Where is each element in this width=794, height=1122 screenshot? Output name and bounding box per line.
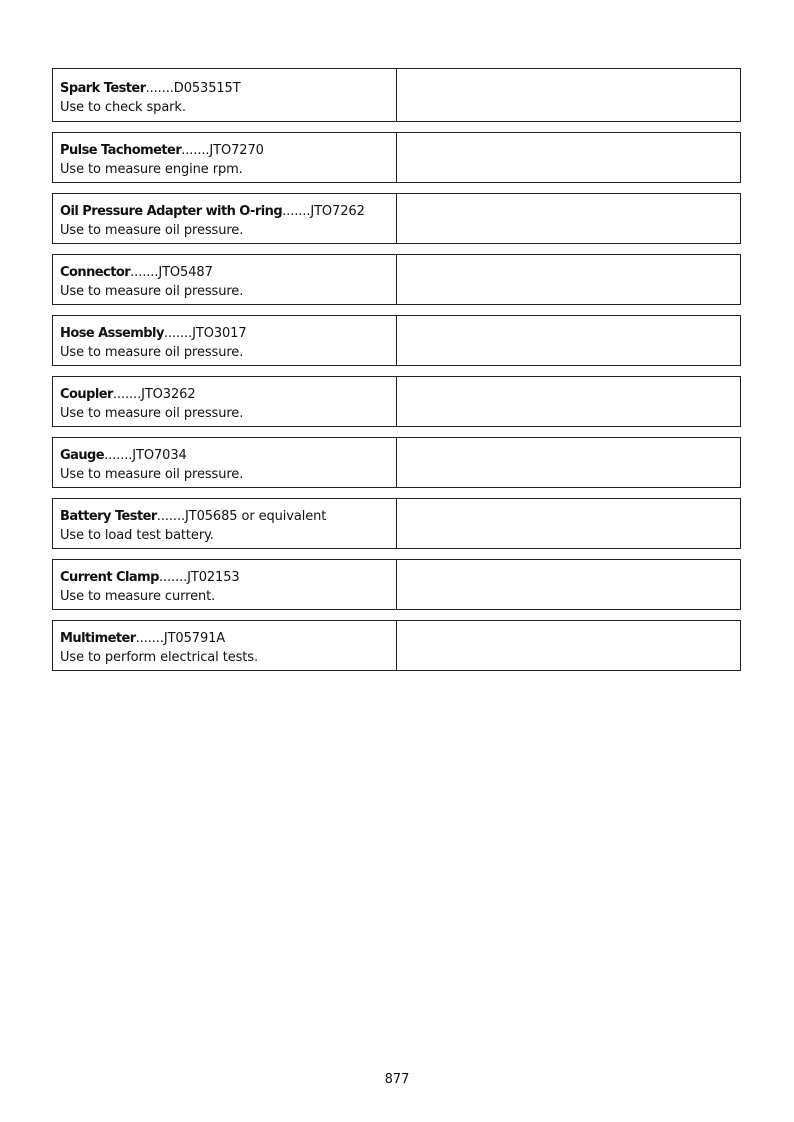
tool-box-oil-pressure-adapter xyxy=(52,193,741,244)
tool-image-cell xyxy=(397,194,740,243)
tool-name: Gauge xyxy=(60,448,105,463)
tool-image-cell xyxy=(397,316,740,365)
tool-text xyxy=(53,69,397,121)
tool-part-number: .......JT05791A xyxy=(135,631,226,646)
tool-description: Use to check spark. xyxy=(60,100,186,115)
tool-image-cell xyxy=(397,560,740,609)
tool-part-number: .......JT05685 or equivalent xyxy=(156,509,327,524)
tool-name: Hose Assembly xyxy=(60,326,164,341)
tool-description: Use to measure oil pressure. xyxy=(60,345,244,360)
tool-part-number: .......JTO3017 xyxy=(163,326,247,341)
tool-box-current-clamp xyxy=(52,559,741,610)
tool-text xyxy=(53,499,397,548)
tool-text xyxy=(53,377,397,426)
tool-box-coupler xyxy=(52,376,741,427)
tool-description: Use to measure oil pressure. xyxy=(60,223,244,238)
tool-list xyxy=(52,68,741,681)
tool-box-connector xyxy=(52,254,741,305)
tool-text xyxy=(53,621,397,670)
tool-part-number: .......JTO7270 xyxy=(181,143,264,158)
tool-image-cell xyxy=(397,133,740,182)
tool-description: Use to measure oil pressure. xyxy=(60,284,244,299)
tool-name: Multimeter xyxy=(60,631,136,646)
tool-part-number: .......JTO7034 xyxy=(104,448,187,463)
tool-description: Use to measure engine rpm. xyxy=(60,162,243,177)
tool-name: Oil Pressure Adapter with O-ring xyxy=(60,204,283,219)
tool-part-number: .......JTO3262 xyxy=(112,387,196,402)
tool-description: Use to measure oil pressure. xyxy=(60,406,244,421)
tool-image-cell xyxy=(397,438,740,487)
tool-name: Connector xyxy=(60,265,131,280)
tool-part-number: .......JT02153 xyxy=(158,570,240,585)
tool-box-hose-assembly xyxy=(52,315,741,366)
tool-box-multimeter xyxy=(52,620,741,671)
tool-box-pulse-tachometer xyxy=(52,132,741,183)
tool-text xyxy=(53,560,397,609)
tool-text xyxy=(53,133,397,182)
tool-image-cell xyxy=(397,69,740,121)
tool-image-cell xyxy=(397,621,740,670)
tool-part-number: .......D053515T xyxy=(145,81,241,96)
tool-name: Battery Tester xyxy=(60,509,157,524)
tool-name: Pulse Tachometer xyxy=(60,143,182,158)
tool-name: Coupler xyxy=(60,387,113,402)
tool-image-cell xyxy=(397,377,740,426)
tool-text xyxy=(53,194,397,243)
tool-part-number: .......JTO7262 xyxy=(282,204,365,219)
tool-description: Use to measure oil pressure. xyxy=(60,467,244,482)
tool-description: Use to load test battery. xyxy=(60,528,214,543)
tool-image-cell xyxy=(397,499,740,548)
tool-description: Use to perform electrical tests. xyxy=(60,650,258,665)
tool-image-cell xyxy=(397,255,740,304)
tool-description: Use to measure current. xyxy=(60,589,216,604)
tool-box-spark-tester xyxy=(52,68,741,122)
tool-box-battery-tester xyxy=(52,498,741,549)
tool-text xyxy=(53,316,397,365)
tool-text xyxy=(53,438,397,487)
tool-part-number: .......JTO5487 xyxy=(130,265,213,280)
page-number: 877 xyxy=(384,1072,410,1087)
tool-name: Current Clamp xyxy=(60,570,159,585)
tool-text xyxy=(53,255,397,304)
tool-box-gauge xyxy=(52,437,741,488)
tool-name: Spark Tester xyxy=(60,81,146,96)
